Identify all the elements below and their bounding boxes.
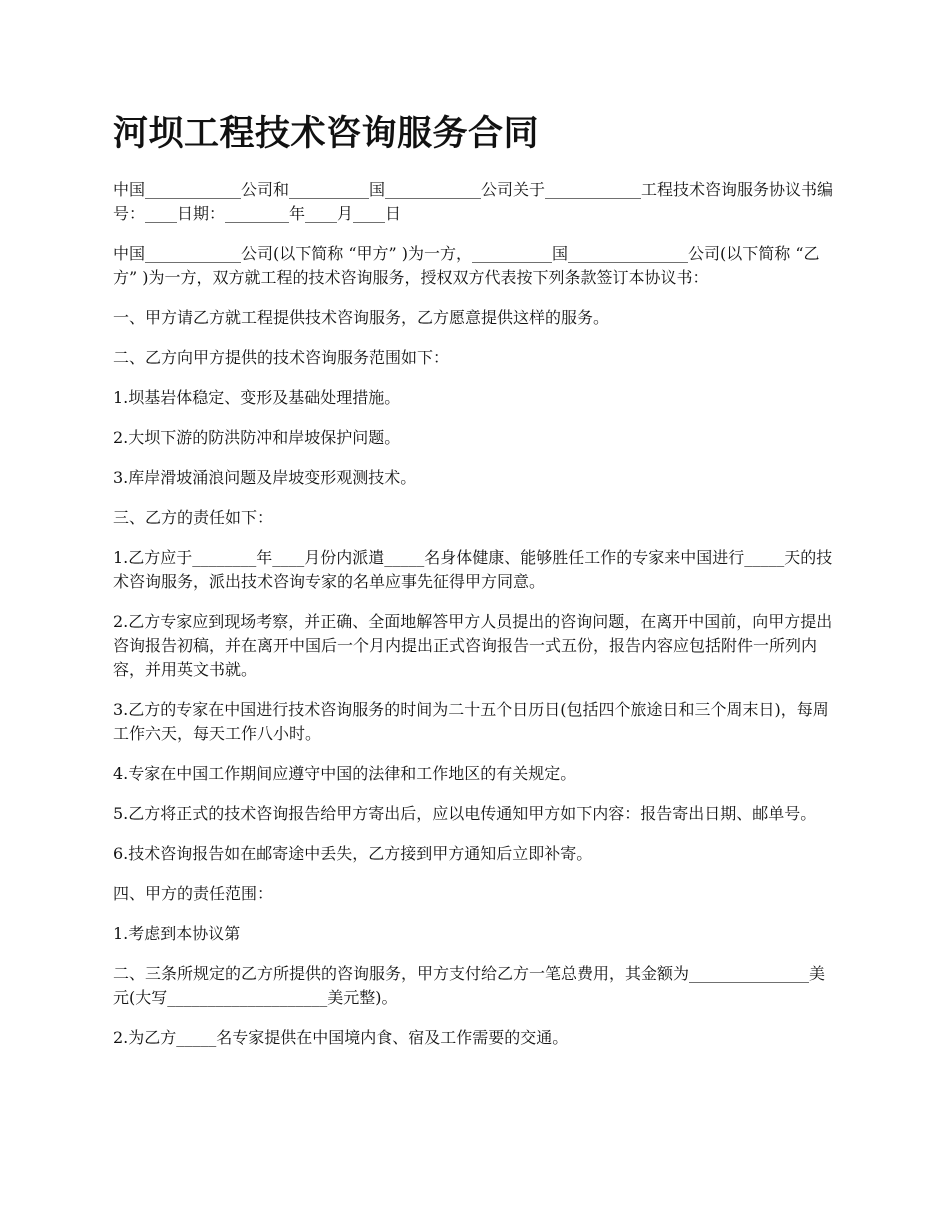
paragraph-scope-item-1: 1.坝基岩体稳定、变形及基础处理措施。 [113,388,401,407]
paragraph-section-4-heading: 四、甲方的责任范围： [113,884,274,903]
paragraph-party-b-duty-3: 3.乙方的专家在中国进行技术咨询服务的时间为二十五个日历日(包括四个旅途日和三个周末日)，每周工作六天，每天工作八小时。 [113,700,829,743]
paragraph-party-b-duty-6: 6.技术咨询报告如在邮寄途中丢失，乙方接到甲方通知后立即补寄。 [113,844,593,863]
paragraph-party-a-fee: 二、三条所规定的乙方所提供的咨询服务，甲方支付给乙方一笔总费用，其金额为_______________美元(大写____________________美元整)。 [113,964,826,1007]
document-page [113,108,838,1066]
paragraph-party-a-duty-2: 2.为乙方_____名专家提供在中国境内食、宿及工作需要的交通。 [113,1028,569,1047]
paragraph-parties: 中国____________公司(以下简称 “甲方” )为一方，__________国_______________公司(以下简称 “乙方” )为一方，双方就工程的技术咨询服务，授权双方代表按下列条款签订本协议书： [113,244,820,287]
paragraph-party-b-duty-5: 5.乙方将正式的技术咨询报告给甲方寄出后，应以电传通知甲方如下内容：报告寄出日期、邮单号。 [113,804,817,823]
paragraph-party-b-duty-2: 2.乙方专家应到现场考察，并正确、全面地解答甲方人员提出的咨询问题，在离开中国前，向甲方提出咨询报告初稿，并在离开中国后一个月内提出正式咨询报告一式五份，报告内容应包括附件一所列内容，并用英文书就。 [113,612,833,679]
paragraph-section-1: 一、甲方请乙方就工程提供技术咨询服务，乙方愿意提供这样的服务。 [113,308,610,327]
paragraph-scope-item-2: 2.大坝下游的防洪防冲和岸坡保护问题。 [113,428,401,447]
paragraph-party-b-duty-1: 1.乙方应于________年____月份内派遣_____名身体健康、能够胜任工作的专家来中国进行_____天的技术咨询服务，派出技术咨询专家的名单应事先征得甲方同意。 [113,548,833,591]
paragraph-section-2-heading: 二、乙方向甲方提供的技术咨询服务范围如下： [113,348,450,367]
paragraph-party-b-duty-4: 4.专家在中国工作期间应遵守中国的法律和工作地区的有关规定。 [113,764,577,783]
paragraph-scope-item-3: 3.库岸滑坡涌浪问题及岸坡变形观测技术。 [113,468,417,487]
paragraph-party-a-duty-1: 1.考虑到本协议第 [113,924,241,943]
paragraph-section-3-heading: 三、乙方的责任如下： [113,508,274,527]
document-title: 河坝工程技术咨询服务合同 [113,113,540,154]
paragraph-header-info: 中国____________公司和__________国____________公司关于____________工程技术咨询服务协议书编号：____日期：________年____月____日 [113,180,834,223]
